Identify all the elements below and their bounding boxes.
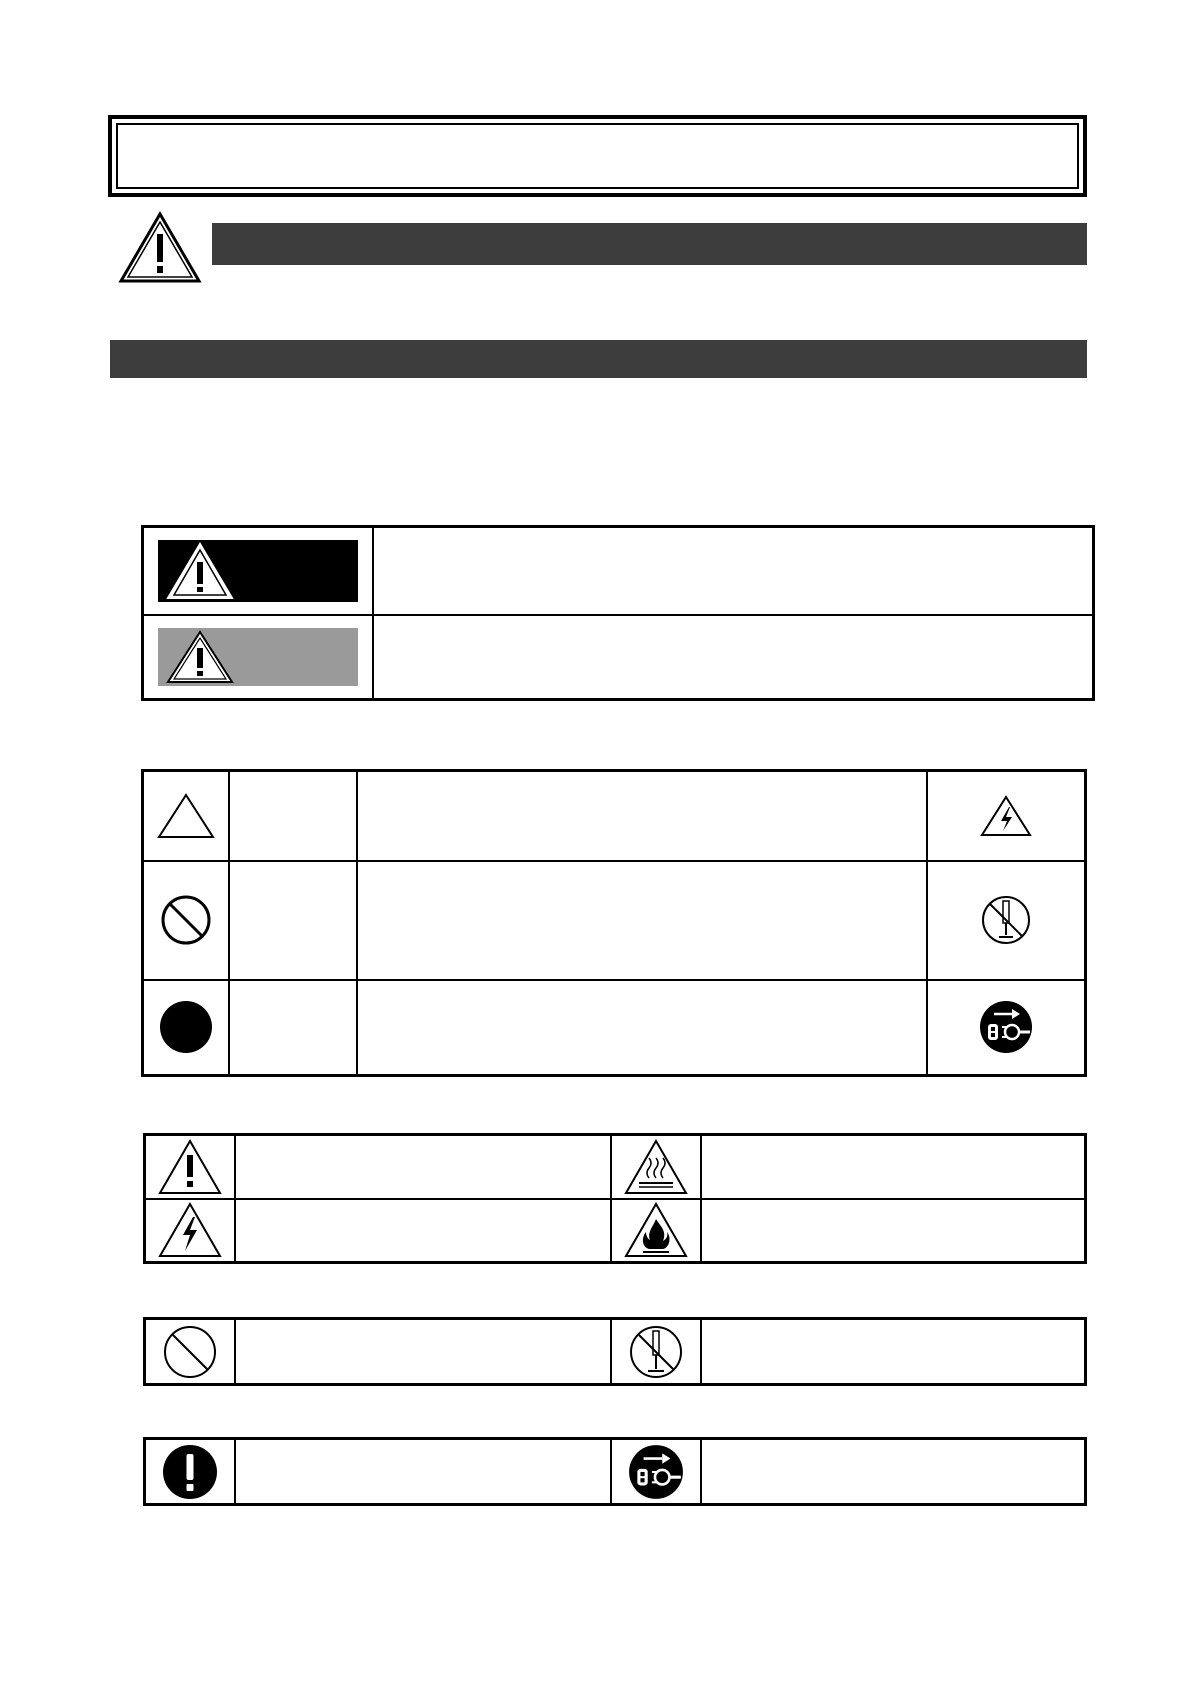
symbol-meaning-table — [141, 769, 1087, 1077]
table-row — [145, 1319, 1086, 1385]
caution-header-bar — [212, 223, 1087, 265]
warning-description — [373, 527, 1094, 615]
symbol-label — [235, 1199, 611, 1263]
electric-shock-warning-icon — [979, 794, 1033, 838]
caution-header-icon — [118, 210, 203, 285]
general-caution-icon — [157, 1138, 223, 1196]
table-row — [143, 527, 1094, 615]
signal-word-table — [141, 525, 1095, 701]
symbol-label — [235, 1439, 611, 1505]
caution-symbol-table — [143, 1133, 1087, 1264]
filled-circle-icon — [157, 998, 215, 1056]
caution-label — [158, 628, 358, 686]
prohibition-circle-icon — [159, 893, 213, 947]
hot-surface-icon — [623, 1138, 689, 1196]
symbol-label — [235, 1319, 611, 1385]
symbol-name — [229, 771, 357, 861]
warning-triangle-icon — [164, 628, 236, 686]
symbol-label — [235, 1135, 611, 1199]
prohibition-symbol-table — [143, 1317, 1087, 1386]
fire-hazard-icon — [623, 1201, 689, 1259]
table-row — [145, 1439, 1086, 1505]
symbol-description — [357, 771, 927, 861]
symbol-description — [357, 980, 927, 1076]
symbol-description — [357, 861, 927, 980]
table-row — [143, 980, 1086, 1076]
unplug-icon — [627, 1443, 685, 1501]
symbol-label — [701, 1199, 1086, 1263]
symbol-label — [701, 1319, 1086, 1385]
table-row — [143, 861, 1086, 980]
section-header-bar — [110, 340, 1087, 378]
symbol-label — [701, 1135, 1086, 1199]
symbol-name — [229, 861, 357, 980]
no-disassembly-icon — [979, 893, 1033, 947]
unplug-icon — [978, 999, 1034, 1055]
electric-shock-icon — [157, 1201, 223, 1259]
symbol-name — [229, 980, 357, 1076]
caution-description — [373, 615, 1094, 700]
general-mandatory-icon — [161, 1443, 219, 1501]
warning-label — [158, 540, 358, 602]
hollow-triangle-icon — [156, 792, 216, 840]
symbol-label — [701, 1439, 1086, 1505]
table-row — [143, 771, 1086, 861]
title-frame — [108, 115, 1087, 197]
table-row — [143, 615, 1094, 700]
mandatory-symbol-table — [143, 1437, 1087, 1506]
general-prohibition-icon — [161, 1323, 219, 1381]
table-row — [145, 1199, 1086, 1263]
warning-triangle-icon — [164, 540, 236, 602]
table-row — [145, 1135, 1086, 1199]
no-disassembly-icon — [627, 1323, 685, 1381]
title-inner-frame — [116, 123, 1079, 189]
